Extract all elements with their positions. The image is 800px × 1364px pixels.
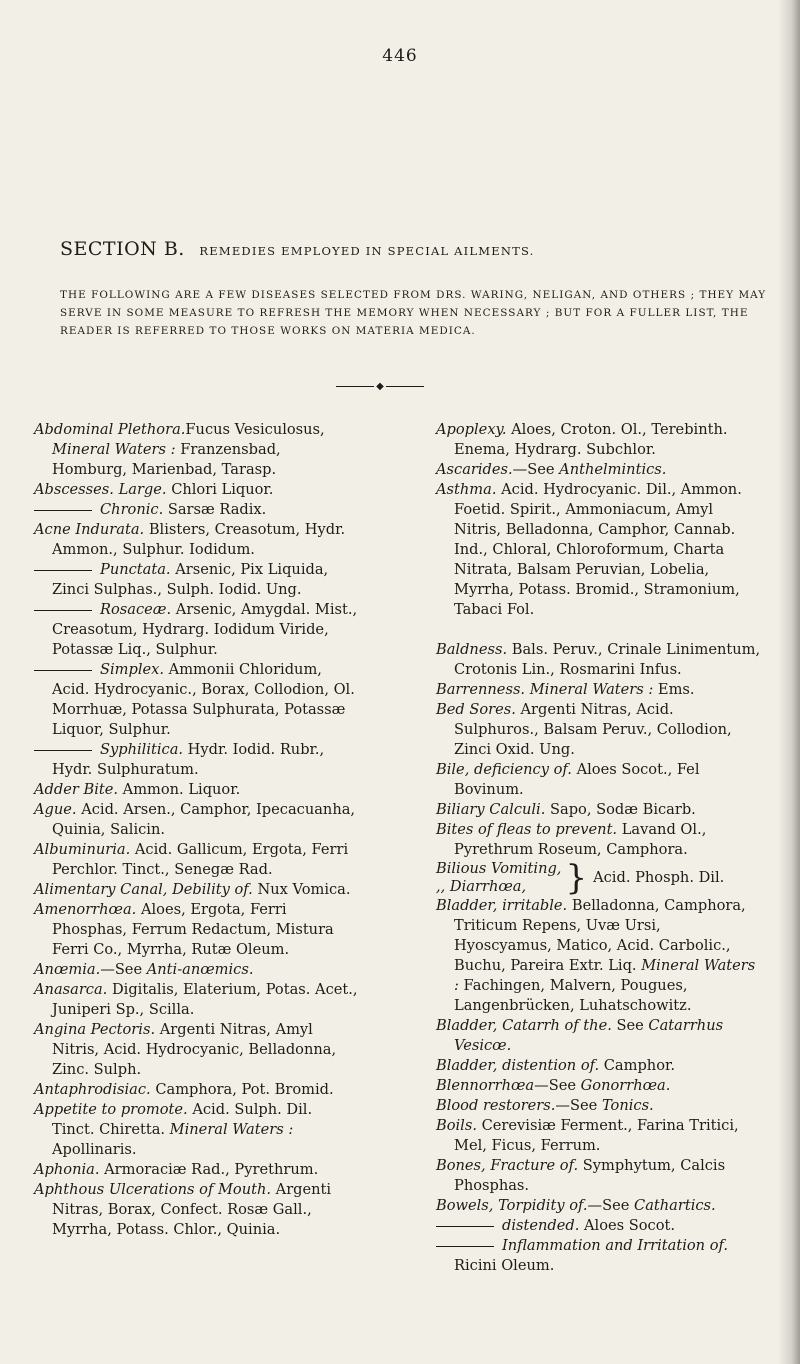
index-term: Amenorrhœa. [34,901,137,918]
index-term: Inflammation and Irritation of. [502,1237,729,1254]
index-entry [436,1196,761,1216]
index-remedies: Acid. Gallicum, Ergota, Ferri Perchlor. Tinct., Senegæ Rad. [52,841,349,878]
index-remedies: Franzensbad, Homburg, Marienbad, Tarasp. [52,441,281,478]
ditto-dash [34,670,92,671]
index-remedies: Argenti Nitras, Amyl Nitris, Acid. Hydrocyanic, Belladonna, Zinc. Sulph. [52,1021,337,1078]
index-remedies: Nux Vomica. [252,881,351,898]
index-term: Aphonia. [34,1161,100,1178]
ditto-dash [436,1226,494,1227]
ditto-dash [34,750,92,751]
index-term: Blood restorers. [436,1097,556,1114]
index-remedies: See [611,1017,649,1034]
ditto-dash [34,610,92,611]
index-entry [34,980,359,1020]
bracket-terms [436,860,561,896]
index-remedies: Chlori Liquor. [166,481,274,498]
index-term: Alimentary Canal, Debility of. [34,881,253,898]
ditto-dash [436,1246,494,1247]
index-entry [436,820,761,860]
index-entry [34,880,359,900]
index-remedies: Lavand Ol., Pyrethrum Roseum, Camphora. [454,821,707,858]
index-term: distended. [502,1217,580,1234]
index-remedies: Bals. Peruv., Crinale Linimentum, Crotonis Lin., Rosmarini Infus. [454,641,761,678]
intro-paragraph: THE FOLLOWING ARE A FEW DISEASES SELECTED FROM DRS. WARING, NELIGAN, AND OTHERS ; THEY MAY SERVE IN SOME MEASURE TO REFRESH THE MEMORY WHEN NECESSARY ; BUT FOR A FULLER LIST, THE READER IS REFERRED TO THOSE WORKS ON MATERIA MEDICA. [60,289,767,337]
index-term: Boils. [436,1117,477,1134]
index-term: Barrenness. Mineral Waters : [436,681,654,698]
index-entry [436,1016,761,1056]
index-term: Biliary Calculi. [436,801,546,818]
index-entry [436,896,761,1016]
index-entry [436,460,761,480]
index-entry [436,1096,761,1116]
index-entry [34,1100,359,1160]
ditto-dash [34,510,92,511]
index-term: Punctata. [100,561,171,578]
index-remedies: Blisters, Creasotum, Hydr. Ammon., Sulphur. Iodidum. [52,521,346,558]
index-remedies: Aloes Socot. [579,1217,676,1234]
index-remedies: Argenti Nitras, Acid. Sulphuros., Balsam Peruv., Collodion, Zinci Oxid. Ung. [454,701,732,758]
index-term: Ague. [34,801,77,818]
index-entry [436,1216,761,1236]
index-term: Aphthous Ulcerations of Mouth. [34,1181,272,1198]
index-term: Angina Pectoris. [34,1021,156,1038]
index-term: Bladder, irritable. [436,897,568,914]
index-remedies: Camphora, Pot. Bromid. [150,1081,334,1098]
index-remedies: Fucus Vesiculosus, [185,421,325,438]
index-term: Abdominal Plethora. [34,421,186,438]
index-term: Ascarides. [436,461,513,478]
index-remedies: Arsenic, Amygdal. Mist., Creasotum, Hydrarg. Iodidum Viride, Potassæ Liq., Sulphur. [52,601,358,658]
index-term: Anthelmintics. [559,461,667,478]
index-entry [34,1160,359,1180]
index-term: Baldness. [436,641,508,658]
index-entry [436,1076,761,1096]
index-remedies: Aloes Socot., Fel Bovinum. [454,761,700,798]
index-remedies: Armoraciæ Rad., Pyrethrum. [99,1161,319,1178]
index-entry [436,1056,761,1076]
index-remedies: Acid. Phosph. Dil. [593,869,725,886]
index-entry [34,500,359,520]
index-remedies: —See [100,961,147,978]
index-remedies: —See [512,461,560,478]
index-term: Bed Sores. [436,701,516,718]
index-remedies: Ricini Oleum. [454,1257,555,1274]
index-remedies: —See [534,1077,581,1094]
ornament-divider: ◆ [330,381,430,392]
index-remedies: Apollinaris. [52,1141,137,1158]
index-term: Acne Indurata. [34,521,145,538]
index-remedies: Sapo, Sodæ Bicarb. [545,801,696,818]
section-label: SECTION B. [60,238,185,260]
index-term: Bowels, Torpidity of. [436,1197,588,1214]
index-remedies: Argenti Nitras, Borax, Confect. Rosæ Gall., Myrrha, Potass. Chlor., Quinia. [52,1181,332,1238]
index-entry [436,1116,761,1156]
index-entry [436,1156,761,1196]
index-term: Anasarca. [34,981,108,998]
index-remedies: Acid. Arsen., Camphor, Ipecacuanha, Quinia, Salicin. [52,801,356,838]
right-column [436,420,761,1276]
index-remedies: Aloes, Croton. Ol., Terebinth. Enema, Hydrarg. Subchlor. [454,421,728,458]
index-entry [436,680,761,700]
page-number: 446 [382,46,418,66]
index-remedies: Acid. Hydrocyanic. Dil., Ammon. Foetid. Spirit., Ammoniacum, Amyl Nitris, Belladonna, Camphor, Cannab. Ind., Chloral, Chloroformum, Charta Nitrata, Balsam Peruvian, Lobelia, Myrrha, Potass. Bromid., Stramonium, Tabaci Fol. [454,481,742,618]
index-term: Bilious Vomiting, [436,860,562,877]
index-entry [34,600,359,660]
index-remedies: Hydr. Iodid. Rubr., Hydr. Sulphuratum. [52,741,325,778]
index-term: Bites of fleas to prevent. [436,821,618,838]
index-entry [436,480,761,620]
index-remedies: Aloes, Ergota, Ferri Phosphas, Ferrum Redactum, Mistura Ferri Co., Myrrha, Rutæ Oleum. [52,901,334,958]
index-entry [34,1180,359,1240]
index-remedies: Digitalis, Elaterium, Potas. Acet., Juniperi Sp., Scilla. [52,981,358,1018]
index-entry [436,640,761,680]
index-remedies: Fachingen, Malvern, Pougues, Langenbrücken, Luhatschowitz. [454,977,692,1014]
index-term: Bile, deficiency of. [436,761,572,778]
index-term: Abscesses. Large. [34,481,167,498]
index-remedies: Ammon. Liquor. [118,781,241,798]
index-remedies: Cerevisiæ Ferment., Farina Tritici, Mel, Ficus, Ferrum. [454,1117,739,1154]
index-remedies: Acid. Sulph. Dil. Tinct. Chiretta. [52,1101,313,1138]
index-term: Syphilitica. [100,741,184,758]
index-entry [34,780,359,800]
index-remedies: —See [587,1197,635,1214]
index-term: ,, Diarrhœa, [436,878,527,895]
index-term: Asthma. [436,481,497,498]
index-entry [34,480,359,500]
index-entry [436,420,761,460]
index-entry [34,560,359,600]
bracket-brace: } [565,858,588,898]
ditto-dash [34,570,92,571]
index-entry [436,800,761,820]
index-term: Blennorrhœa [436,1077,535,1094]
index-remedies: —See [555,1097,602,1114]
index-term: Mineral Waters : [52,441,176,458]
section-title [60,238,760,260]
index-term: Tonics. [601,1097,654,1114]
index-entry [34,800,359,840]
index-term: Cathartics. [634,1197,716,1214]
index-remedies: Belladonna, Camphora, Triticum Repens, Uvæ Ursi, Hyoscyamus, Matico, Acid. Carbolic., Buchu, Pareira Extr. Liq. [454,897,746,974]
index-term: Appetite to promote. [34,1101,188,1118]
index-remedies: Sarsæ Radix. [163,501,267,518]
index-remedies: Symphytum, Calcis Phosphas. [454,1157,726,1194]
index-term: Anti-anœmics. [146,961,254,978]
index-entry [34,1080,359,1100]
index-entry [34,420,359,480]
index-term: Mineral Waters : [454,957,756,994]
index-entry [34,660,359,740]
index-remedies: Arsenic, Pix Liquida, Zinci Sulphas., Sulph. Iodid. Ung. [52,561,329,598]
index-term: Mineral Waters : [169,1121,294,1138]
index-entry [34,740,359,780]
index-term: Bones, Fracture of. [436,1157,579,1174]
index-remedies: Ammonii Chloridum, Acid. Hydrocyanic., Borax, Collodion, Ol. Morrhuæ, Potassa Sulphurata, Potassæ Liquor, Sulphur. [52,661,355,738]
index-entry [436,700,761,760]
index-entry [34,840,359,880]
index-term: Adder Bite. [34,781,119,798]
index-term: Simplex. [100,661,165,678]
index-entry [34,900,359,960]
index-term: Bladder, distention of. [436,1057,600,1074]
index-entry [436,760,761,800]
index-remedies: Camphor. [599,1057,676,1074]
index-term: Albuminuria. [34,841,131,858]
index-entry [34,520,359,560]
index-term: Apoplexy. [436,421,507,438]
page-edge-shadow [778,0,800,1364]
index-term: Antaphrodisiac. [34,1081,151,1098]
index-remedies: Ems. [653,681,695,698]
index-term: Chronic. [100,501,164,518]
index-term: Gonorrhœa. [580,1077,671,1094]
index-term: Bladder, Catarrh of the. [436,1017,612,1034]
index-entry [436,860,761,896]
index-term: Rosaceæ. [100,601,172,618]
index-entry [34,960,359,980]
index-entry [34,1020,359,1080]
left-column [34,420,359,1240]
section-subtitle: REMEDIES EMPLOYED IN SPECIAL AILMENTS. [199,244,535,258]
index-term: Anœmia. [34,961,101,978]
index-entry [436,1236,761,1276]
index-term: Catarrhus Vesicœ. [454,1017,724,1054]
